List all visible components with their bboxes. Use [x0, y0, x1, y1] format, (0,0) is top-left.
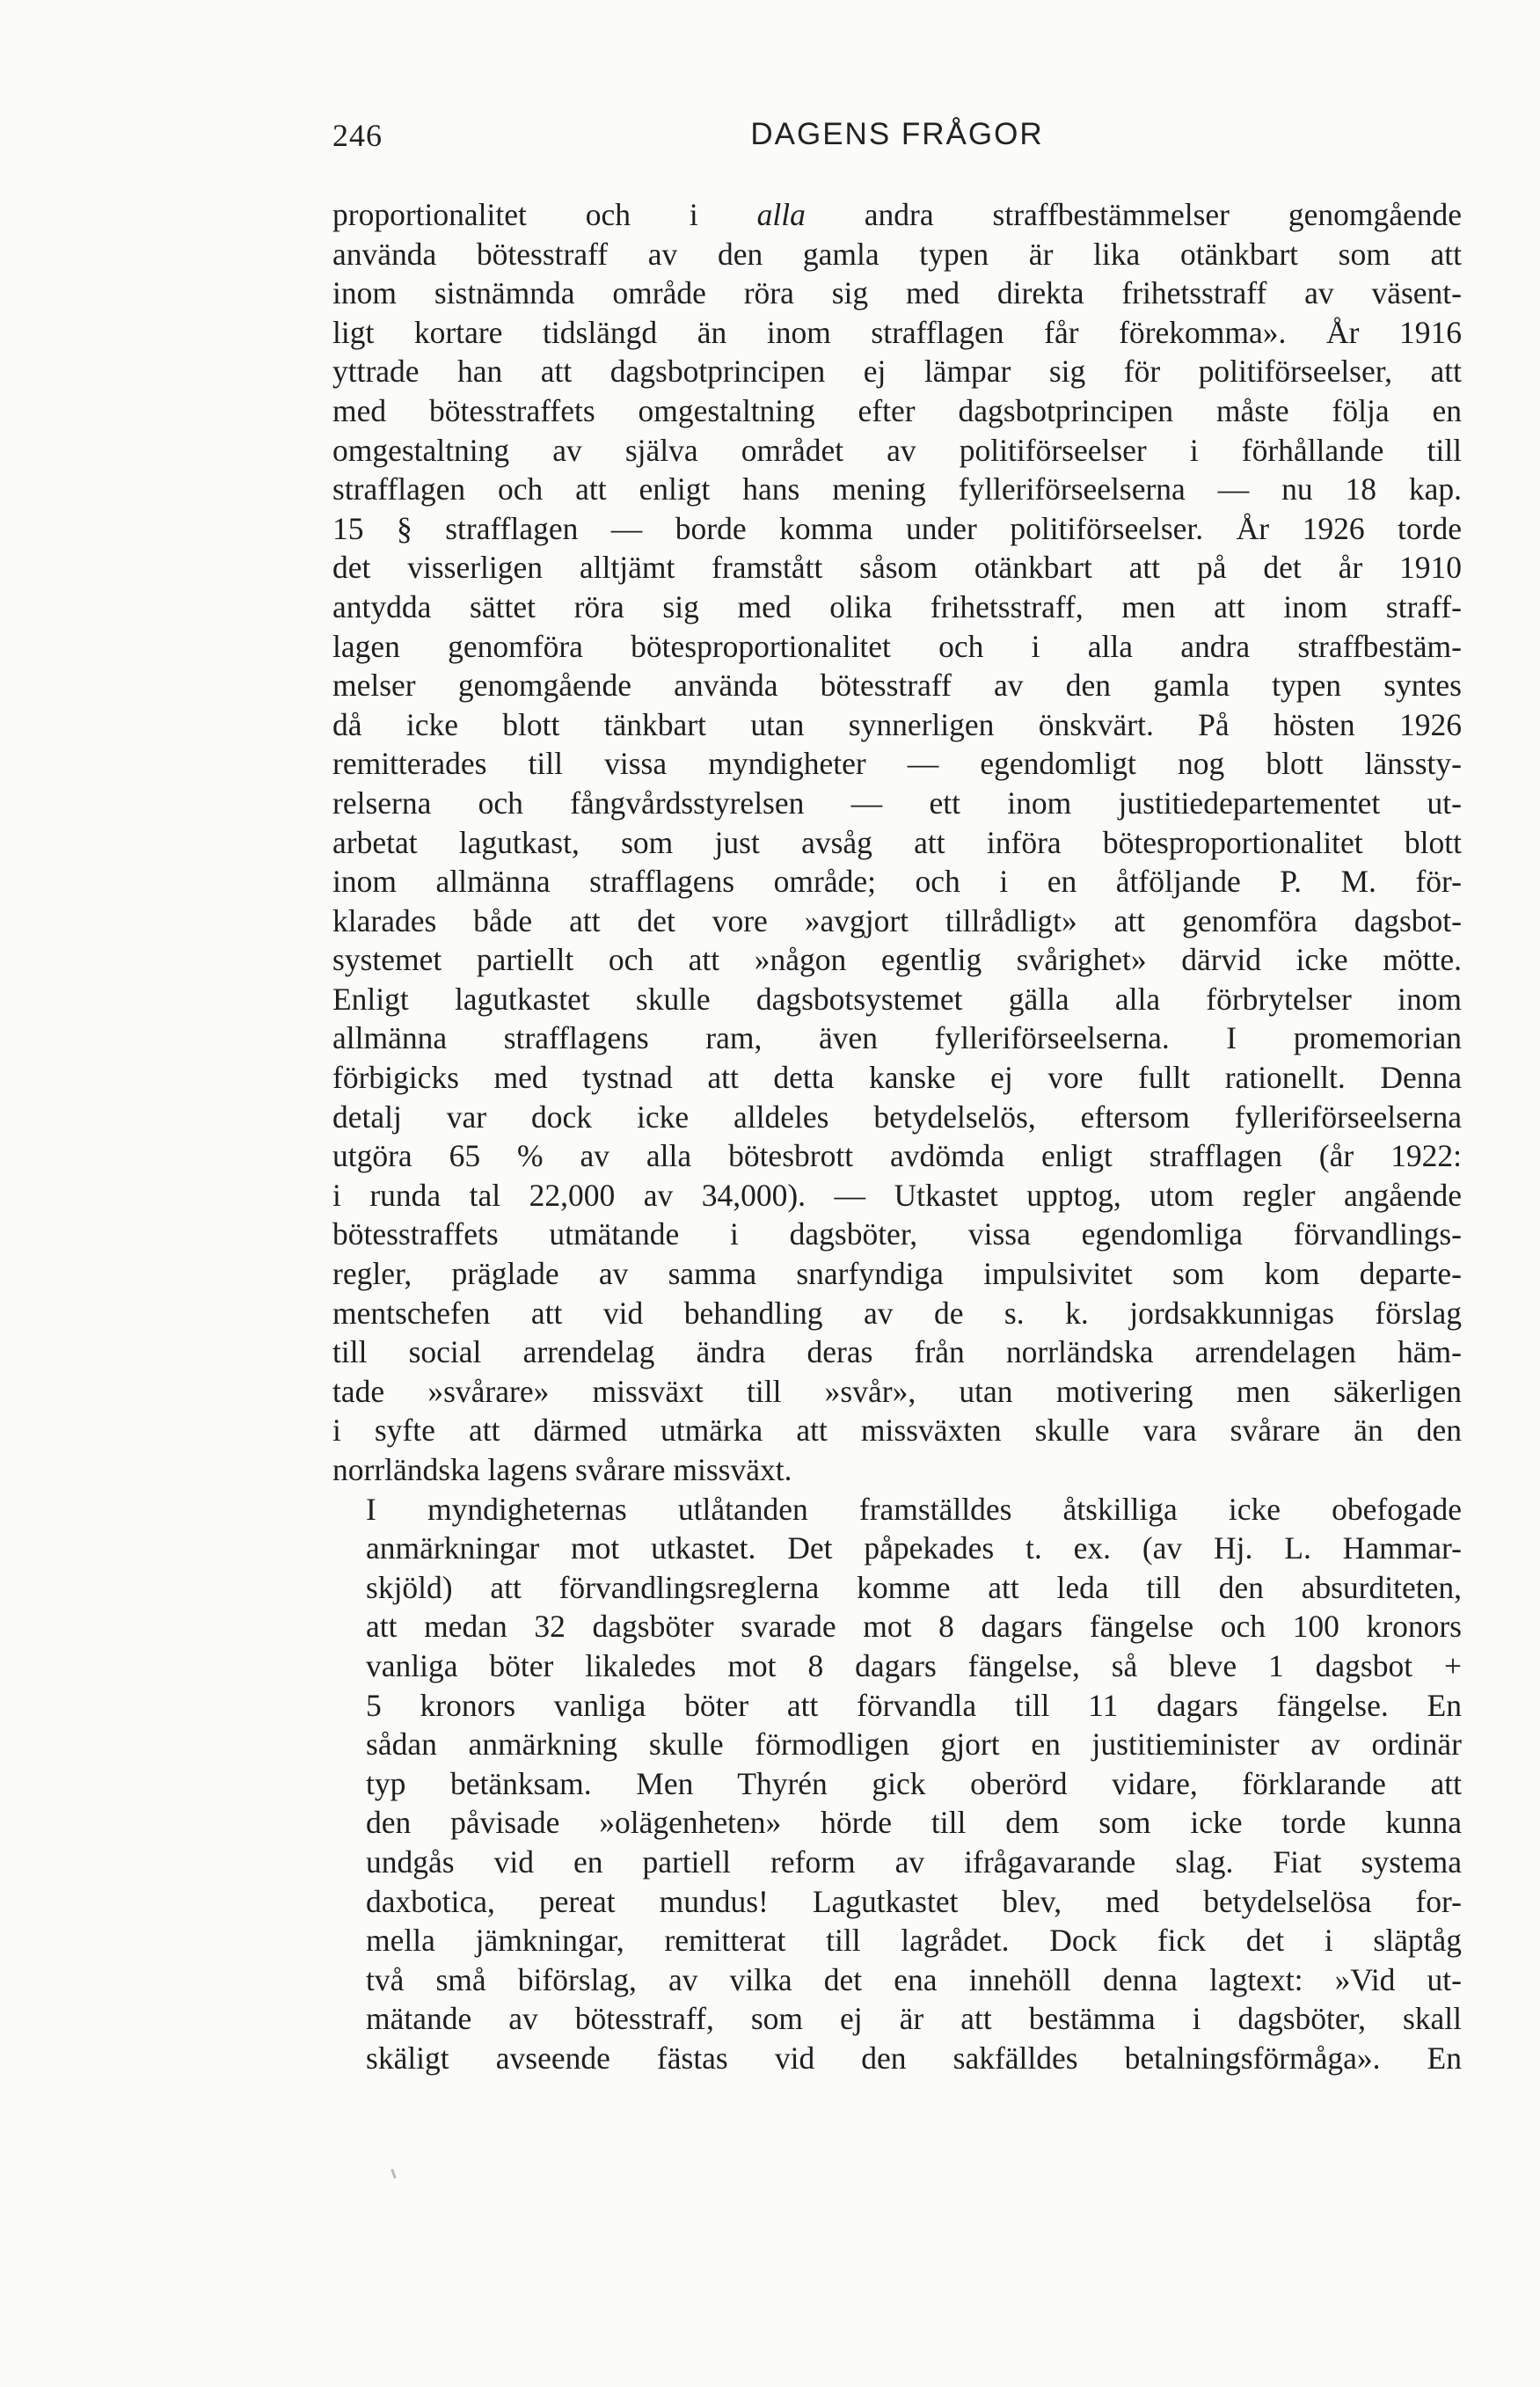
text-line: arbetat lagutkast, som just avsåg att införa bötesproportionalitet blott [332, 824, 1462, 860]
text-line: i runda tal 22,000 av 34,000). — Utkastet upptog, utom regler angående [332, 1177, 1462, 1213]
text-line: då icke blott tänkbart utan synnerligen önskvärt. På hösten 1926 [332, 706, 1462, 742]
text-line: melser genomgående använda bötesstraff av den gamla typen syntes [332, 668, 1462, 704]
running-head: DAGENS FRÅGOR [750, 117, 1044, 151]
text-line: klarades både att det vore »avgjort tillrådligt» att genomföra dagsbot- [332, 902, 1462, 938]
text-line: att medan 32 dagsböter svarade mot 8 dagars fängelse och 100 kronors [366, 1609, 1462, 1645]
text-line: yttrade han att dagsbotprincipen ej lämpar sig för politiförseelser, att [332, 354, 1462, 390]
text-line: utgöra 65 % av alla bötesbrott avdömda enligt strafflagen (år 1922: [332, 1138, 1462, 1174]
text-line: använda bötesstraff av den gamla typen är lika otänkbart som att [332, 236, 1462, 272]
text-line: typ betänksam. Men Thyrén gick oberörd vidare, förklarande att [366, 1765, 1462, 1801]
page-header [332, 117, 1462, 161]
paragraph-2 [332, 1490, 1462, 2078]
text-line: mätande av bötesstraff, som ej är att bestämma i dagsböter, skall [366, 2001, 1462, 2037]
text-line: inom allmänna strafflagens område; och i en åtföljande P. M. för- [332, 864, 1462, 900]
text-line: det visserligen alltjämt framstått såsom otänkbart att på det år 1910 [332, 550, 1462, 586]
emphasis: alla [756, 197, 806, 232]
text-line: lagen genomföra bötesproportionalitet och i alla andra straffbestäm- [332, 628, 1462, 664]
text-line: inom sistnämnda område röra sig med direkta frihetsstraff av väsent- [332, 275, 1462, 311]
text-line: skjöld) att förvandlingsreglerna komme att leda till den absurditeten, [366, 1569, 1462, 1605]
text-line: förbigicks med tystnad att detta kanske ej vore fullt rationellt. Denna [332, 1060, 1462, 1096]
text-line: i syfte att därmed utmärka att missväxten skulle vara svårare än den [332, 1412, 1462, 1449]
text-line: till social arrendelag ändra deras från norrländska arrendelagen häm- [332, 1334, 1462, 1370]
text-line: I myndigheternas utlåtanden framställdes åtskilliga icke obefogade [366, 1491, 1462, 1527]
text-line: sådan anmärkning skulle förmodligen gjort en justitieminister av ordinär [366, 1726, 1462, 1763]
text-line: tade »svårare» missväxt till »svår», utan motivering men säkerligen [332, 1373, 1462, 1409]
text-line: daxbotica, pereat mundus! Lagutkastet blev, med betydelselösa for- [366, 1883, 1462, 1919]
text-line: 15 § strafflagen — borde komma under politiförseelser. År 1926 torde [332, 510, 1462, 546]
text-line: skäligt avseende fästas vid den sakfälldes betalningsförmåga». En [366, 2040, 1462, 2076]
text-line: mella jämkningar, remitterat till lagrådet. Dock fick det i släptåg [366, 1923, 1462, 1959]
text-line: strafflagen och att enligt hans mening fylleriförseelserna — nu 18 kap. [332, 471, 1462, 507]
text-line: antydda sättet röra sig med olika frihetsstraff, men att inom straff- [332, 588, 1462, 624]
text-line: anmärkningar mot utkastet. Det påpekades t. ex. (av Hj. L. Hammar- [366, 1530, 1462, 1566]
text-line: den påvisade »olägenheten» hörde till dem som icke torde kunna [366, 1805, 1462, 1841]
paper-speck [390, 2169, 397, 2179]
text-line: allmänna strafflagens ram, även fylleriförseelserna. I promemorian [332, 1020, 1462, 1056]
text-line: regler, präglade av samma snarfyndiga impulsivitet som kom departe- [332, 1256, 1462, 1292]
text-line: proportionalitet och i alla andra straffbestämmelser genomgående [332, 197, 1462, 232]
text-line: två små biförslag, av vilka det ena innehöll denna lagtext: »Vid ut- [366, 1961, 1462, 1997]
text-line: relserna och fångvårdsstyrelsen — ett inom justitiedepartementet ut- [332, 785, 1462, 821]
text-line: bötesstraffets utmätande i dagsböter, vissa egendomliga förvandlings- [332, 1216, 1462, 1252]
body-text [332, 195, 1462, 2078]
text-line: undgås vid en partiell reform av ifrågavarande slag. Fiat systema [366, 1843, 1462, 1880]
text-line: omgestaltning av själva området av politiförseelser i förhållande till [332, 432, 1462, 468]
text-line: detalj var dock icke alldeles betydelselös, eftersom fylleriförseelserna [332, 1099, 1462, 1135]
text-line: systemet partiellt och att »någon egentlig svårighet» därvid icke mötte. [332, 942, 1462, 978]
text-line: remitterades till vissa myndigheter — egendomligt nog blott länssty- [332, 746, 1462, 782]
paragraph-1 [332, 195, 1462, 1490]
text-line: Enligt lagutkastet skulle dagsbotsystemet gälla alla förbrytelser inom [332, 981, 1462, 1017]
page-number: 246 [332, 118, 383, 153]
text-line: ligt kortare tidslängd än inom strafflagen får förekomma». År 1916 [332, 314, 1462, 350]
text-line: mentschefen att vid behandling av de s. k. jordsakkunnigas förslag [332, 1295, 1462, 1331]
text-line: vanliga böter likaledes mot 8 dagars fängelse, så bleve 1 dagsbot + [366, 1647, 1462, 1683]
text-line: norrländska lagens svårare missväxt. [332, 1452, 792, 1487]
text-line: 5 kronors vanliga böter att förvandla till 11 dagars fängelse. En [366, 1687, 1462, 1723]
text-line: med bötesstraffets omgestaltning efter dagsbotprincipen måste följa en [332, 392, 1462, 428]
